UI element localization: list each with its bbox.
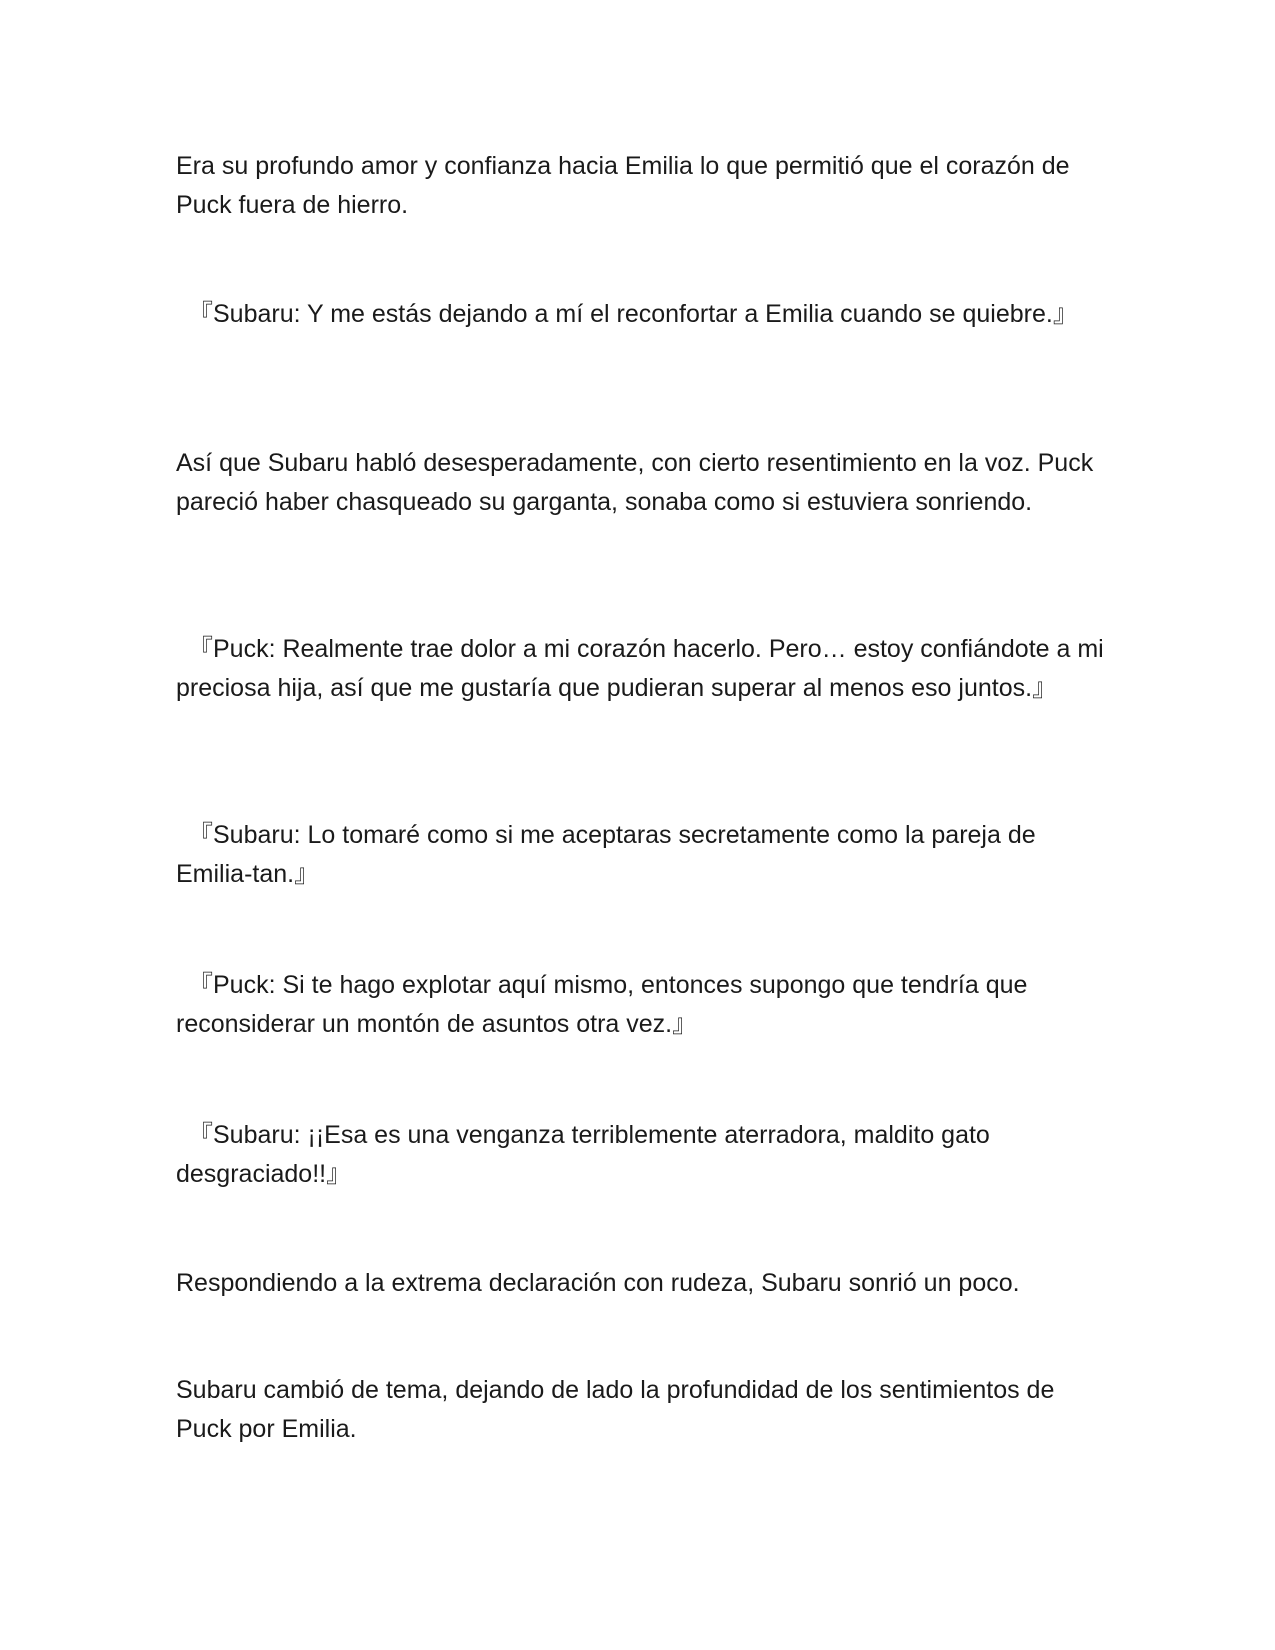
paragraph-narration: Respondiendo a la extrema declaración con rudeza, Subaru sonrió un poco. (176, 1269, 1020, 1297)
paragraph-narration: Subaru cambió de tema, dejando de lado la profundidad de los sentimientos de Puck por Emilia. (176, 1376, 1055, 1443)
paragraph-dialogue-subaru: 『Subaru: Y me estás dejando a mí el reconfortar a Emilia cuando se quiebre.』 (188, 300, 1078, 328)
paragraph-narration: Era su profundo amor y confianza hacia Emilia lo que permitió que el corazón de Puck fuera de hierro. (176, 152, 1070, 219)
paragraph-dialogue-subaru: 『Subaru: ¡¡Esa es una venganza terriblemente aterradora, maldito gato desgraciado!!』 (176, 1121, 990, 1188)
paragraph-dialogue-subaru: 『Subaru: Lo tomaré como si me aceptaras secretamente como la pareja de Emilia-tan.』 (176, 821, 1036, 888)
paragraph-dialogue-puck: 『Puck: Si te hago explotar aquí mismo, entonces supongo que tendría que reconsiderar un montón de asuntos otra vez.』 (176, 971, 1028, 1038)
paragraph-dialogue-puck: 『Puck: Realmente trae dolor a mi corazón hacerlo. Pero… estoy confiándote a mi preciosa hija, así que me gustaría que pudieran superar al menos eso juntos.』 (176, 635, 1104, 702)
paragraph-narration: Así que Subaru habló desesperadamente, con cierto resentimiento en la voz. Puck pareció haber chasqueado su garganta, sonaba como si estuviera sonriendo. (176, 449, 1094, 516)
